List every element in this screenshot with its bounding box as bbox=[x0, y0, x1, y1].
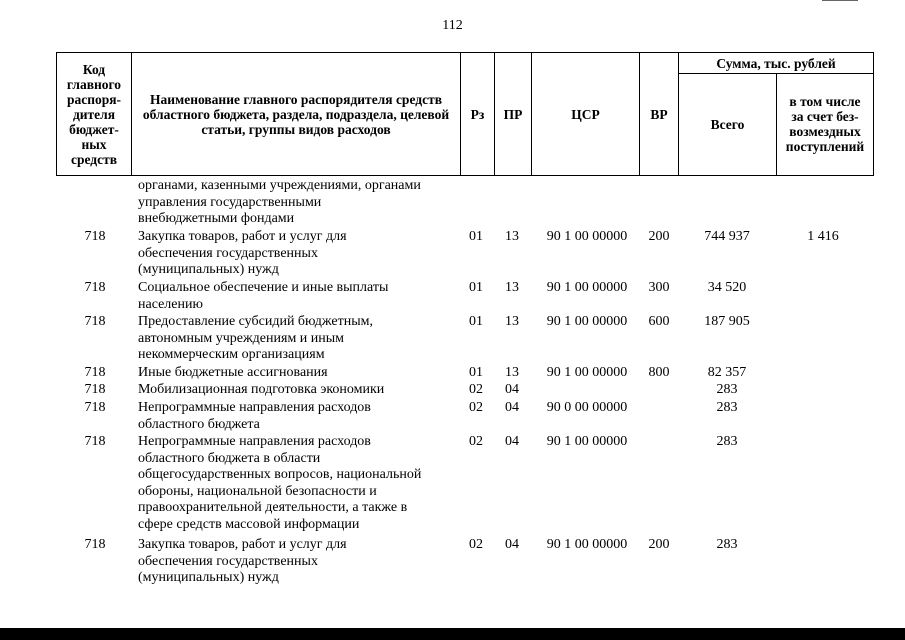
row-name: Социальное обеспечение и иные выплаты населению bbox=[138, 280, 389, 312]
row-pr: 13 bbox=[505, 314, 519, 329]
row-code: 718 bbox=[84, 365, 106, 380]
row-total: 744 937 bbox=[704, 229, 750, 244]
row-rz: 01 bbox=[469, 365, 483, 380]
row-name: Мобилизационная подготовка экономики bbox=[138, 382, 385, 397]
header-total-label: Всего bbox=[710, 116, 745, 132]
row-code: 718 bbox=[84, 434, 106, 449]
row-pr: 04 bbox=[505, 382, 519, 397]
row-total: 283 bbox=[716, 434, 738, 449]
row-code: 718 bbox=[84, 314, 106, 329]
row-pr: 13 bbox=[505, 280, 519, 295]
row-csr: 90 0 00 00000 bbox=[546, 400, 628, 415]
row-rz: 02 bbox=[469, 434, 483, 449]
row-csr: 90 1 00 00000 bbox=[546, 434, 628, 449]
row-code: 718 bbox=[84, 229, 106, 244]
row-total: 187 905 bbox=[704, 314, 750, 329]
row-rz: 01 bbox=[469, 229, 483, 244]
header-code-label: Код главного распоря- дителя бюджет- ных средств bbox=[66, 61, 122, 167]
header-pr-label: ПР bbox=[503, 106, 523, 122]
row-pr: 13 bbox=[505, 365, 519, 380]
row-code: 718 bbox=[84, 280, 106, 295]
row-rz: 02 bbox=[469, 537, 483, 552]
row-code: 718 bbox=[84, 400, 106, 415]
row-csr: 90 1 00 00000 bbox=[546, 280, 628, 295]
row-total: 283 bbox=[716, 400, 738, 415]
row-name: Непрограммные направления расходов областного бюджета bbox=[138, 400, 371, 432]
header-sum-label: Сумма, тыс. рублей bbox=[716, 55, 836, 71]
row-csr: 90 1 00 00000 bbox=[546, 365, 628, 380]
row-vr: 200 bbox=[648, 537, 670, 552]
header-vr-label: ВР bbox=[650, 106, 668, 122]
top-edge-line bbox=[822, 0, 858, 1]
row-csr: 90 1 00 00000 bbox=[546, 229, 628, 244]
row-vr: 600 bbox=[648, 314, 670, 329]
page-number: 112 bbox=[442, 18, 463, 33]
row-total: 34 520 bbox=[707, 280, 747, 295]
row-pr: 04 bbox=[505, 400, 519, 415]
row-code: 718 bbox=[84, 382, 106, 397]
row-rz: 01 bbox=[469, 280, 483, 295]
scan-bottom-border bbox=[0, 628, 905, 640]
row-csr: 90 1 00 00000 bbox=[546, 537, 628, 552]
row-rz: 01 bbox=[469, 314, 483, 329]
row-total: 82 357 bbox=[707, 365, 747, 380]
row-vr: 800 bbox=[648, 365, 670, 380]
row-name: Закупка товаров, работ и услуг для обеспечения государственных (муниципальных) нужд bbox=[138, 537, 347, 585]
row-pr: 04 bbox=[505, 537, 519, 552]
header-csr-label: ЦСР bbox=[571, 106, 600, 122]
row-name: Предоставление субсидий бюджетным, автономным учреждениям и иным некоммерческим организациям bbox=[138, 314, 374, 362]
row-rz: 02 bbox=[469, 382, 483, 397]
row-csr: 90 1 00 00000 bbox=[546, 314, 628, 329]
row-pr: 13 bbox=[505, 229, 519, 244]
row-gratuitous: 1 416 bbox=[807, 229, 839, 244]
row-code: 718 bbox=[84, 537, 106, 552]
row-vr: 300 bbox=[648, 280, 670, 295]
row-total: 283 bbox=[716, 537, 738, 552]
row-name: органами, казенными учреждениями, органами управления государственными внебюджетными фондами bbox=[138, 178, 421, 226]
row-pr: 04 bbox=[505, 434, 519, 449]
row-name: Иные бюджетные ассигнования bbox=[138, 365, 328, 380]
row-vr: 200 bbox=[648, 229, 670, 244]
header-gratuitous-label: в том числе за счет без- возмездных поступлений bbox=[785, 94, 865, 154]
row-name: Закупка товаров, работ и услуг для обеспечения государственных (муниципальных) нужд bbox=[138, 229, 347, 277]
row-total: 283 bbox=[716, 382, 738, 397]
row-name: Непрограммные направления расходов областного бюджета в области общегосударственных вопросов, национальной обороны, национальной безопасности и правоохранительной деятельности, а также в сфере средств массовой информации bbox=[138, 434, 422, 532]
header-name-label: Наименование главного распорядителя средств областного бюджета, раздела, подраздела, целевой статьи, группы видов расходов bbox=[142, 91, 450, 137]
row-rz: 02 bbox=[469, 400, 483, 415]
header-rz-label: Рз bbox=[470, 106, 485, 122]
